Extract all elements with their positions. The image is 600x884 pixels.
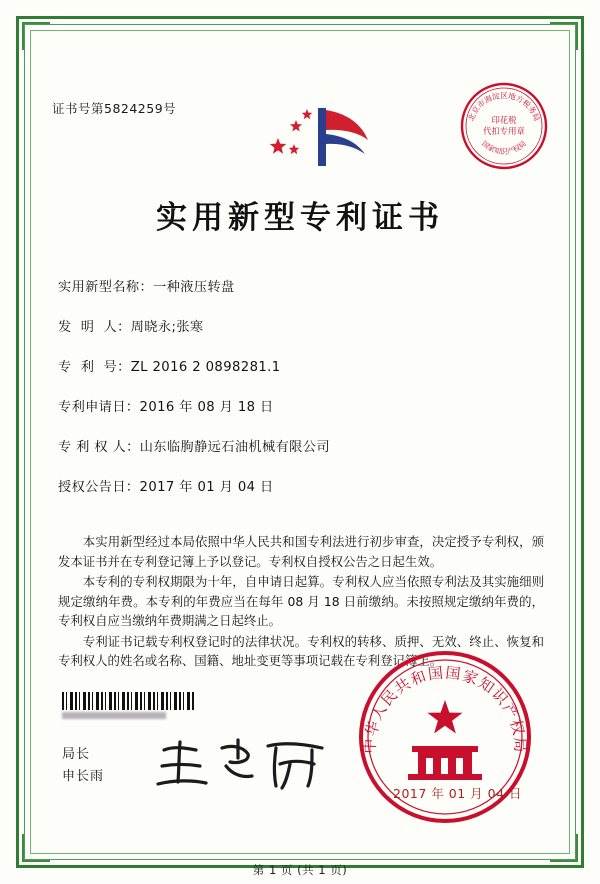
field-value: 山东临朐静远石油机械有限公司 [139,440,330,455]
svg-text:国家知识产权局: 国家知识产权局 [480,138,528,156]
field-value: 一种液压转盘 [153,280,235,295]
patent-office-logo-icon [266,96,376,174]
director-label: 局长 [62,747,91,762]
field-row-inventor [58,316,546,335]
page-footer: 第 1 页 (共 1 页) [252,863,348,877]
field-value: 2016 年 08 月 18 日 [139,400,274,415]
tax-stamp-seal-icon [458,80,550,172]
field-value: 2017 年 01 月 04 日 [139,480,274,495]
field-value: ZL 2016 2 0898281.1 [130,360,281,375]
field-row-application-date [58,396,546,415]
seal-date: 2017 年 01 月 04 日 [393,786,522,801]
field-label: 实用新型名称： [58,280,154,295]
field-label: 专 利 权 人： [58,440,140,455]
field-row-patentee [58,436,546,455]
page-title: 实用新型专利证书 [156,200,444,236]
field-label: 发 明 人： [58,320,131,335]
svg-text:中华人民共和国国家知识产权局: 中华人民共和国国家知识产权局 [360,663,530,755]
patent-field-list [58,276,546,516]
field-value: 周晓永;张寒 [130,320,204,335]
body-paragraph: 专利证书记载专利权登记时的法律状况。专利权的转移、质押、无效、终止、恢复和专利权人的姓名或名称、国籍、地址变更等事项记载在专利登记簿上。 [58,633,544,668]
barcode [62,692,194,720]
field-row-grant-date [58,476,546,495]
body-paragraph: 本实用新型经过本局依照中华人民共和国专利法进行初步审查，决定授予专利权，颁发本证书并在专利登记簿上予以登记。专利权自授权公告之日起生效。 [58,534,544,569]
barcode-number-redacted [62,712,166,719]
svg-text:北京市海淀区地方税务局: 北京市海淀区地方税务局 [466,91,542,123]
barcode-bars [62,692,194,710]
director-signature [152,736,342,794]
certificate-content [44,44,556,840]
director-name: 申长雨 [62,769,105,784]
certificate-number: 证书号第5824259号 [52,101,177,116]
director-block [62,744,104,788]
field-label: 专利申请日： [58,400,140,415]
body-paragraph: 本专利的专利权期限为十年，自申请日起算。专利权人应当依照专利法及其实施细则规定缴纳年费。本专利的年费应当在每年 08 月 18 日前缴纳。未按照规定缴纳年费的，专利权自应当缴纳年费期满之日起终止。 [58,574,544,628]
field-row-name [58,276,546,295]
svg-text:代扣专用章: 代扣专用章 [483,126,525,136]
svg-text:印花税: 印花税 [491,115,517,125]
field-row-patent-number [58,356,546,375]
field-label: 专 利 号： [58,360,131,375]
field-label: 授权公告日： [58,480,140,495]
